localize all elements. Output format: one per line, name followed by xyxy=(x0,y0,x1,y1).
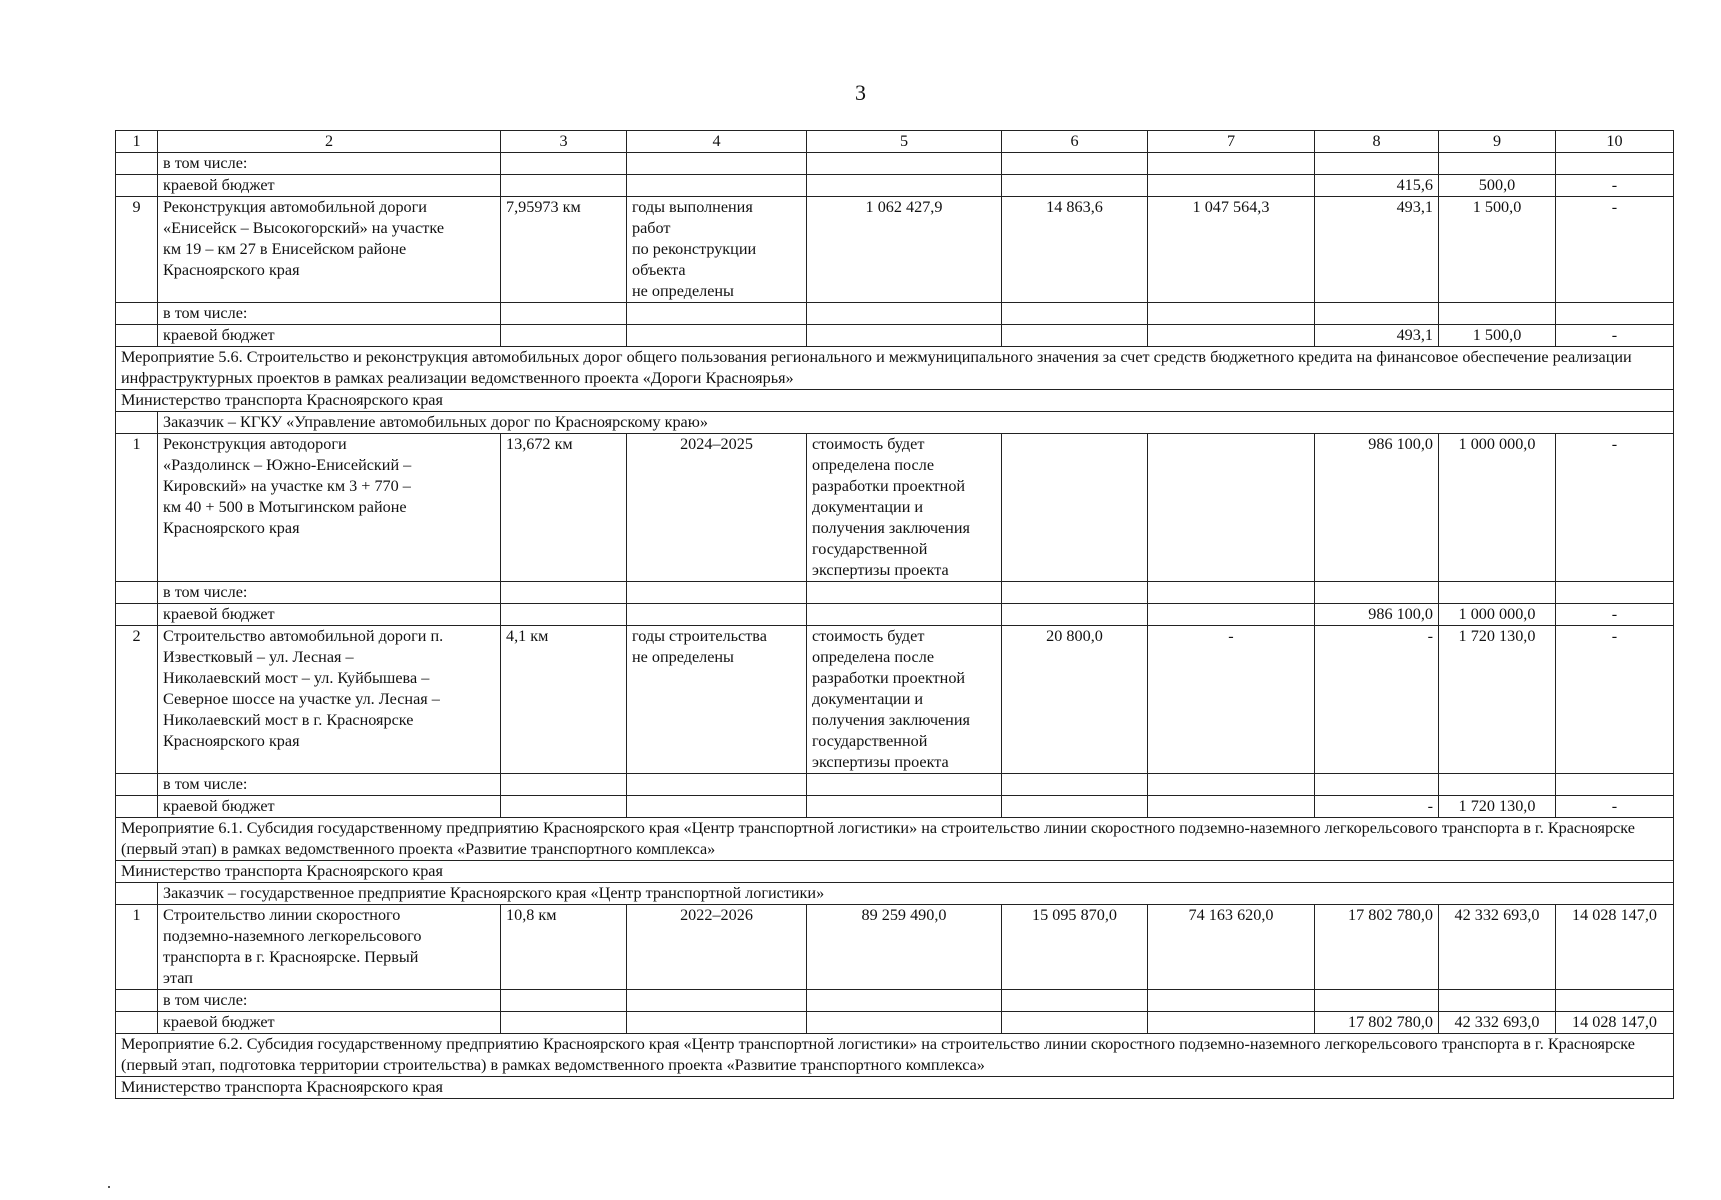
empty-cell xyxy=(1148,604,1315,626)
value-col-9: 1 720 130,0 xyxy=(1439,626,1556,774)
value-col-8: - xyxy=(1315,626,1439,774)
estimated-cost-line: получения заключения xyxy=(812,519,970,537)
empty-cell xyxy=(501,604,627,626)
header-cell: 2 xyxy=(158,131,501,153)
value-col-9 xyxy=(1439,153,1556,175)
row-label: краевой бюджет xyxy=(158,325,501,347)
project-name-line: Красноярского края xyxy=(163,732,300,750)
empty-cell xyxy=(116,412,158,434)
project-name xyxy=(158,626,501,774)
estimated-cost xyxy=(807,905,1002,990)
project-name-line: Известковый – ул. Лесная – xyxy=(163,648,354,666)
ministry-row xyxy=(116,390,1674,412)
value-col-10 xyxy=(1556,582,1674,604)
empty-cell xyxy=(1002,1012,1148,1034)
value-col-9 xyxy=(1439,303,1556,325)
header-cell: 10 xyxy=(1556,131,1674,153)
row-label: краевой бюджет xyxy=(158,175,501,197)
estimated-cost-line: государственной xyxy=(812,732,928,750)
header-cell: 6 xyxy=(1002,131,1148,153)
customer-text: Заказчик – КГКУ «Управление автомобильных дорог по Красноярскому краю» xyxy=(158,412,1674,434)
value-col-9: 1 500,0 xyxy=(1439,325,1556,347)
empty-cell xyxy=(807,303,1002,325)
project-name-line: подземно-наземного легкорельсового xyxy=(163,927,422,945)
empty-cell xyxy=(1002,303,1148,325)
value-col-8 xyxy=(1315,582,1439,604)
length: 7,95973 км xyxy=(501,197,627,303)
empty-cell xyxy=(1002,582,1148,604)
header-cell: 7 xyxy=(1148,131,1315,153)
terms-line: не определены xyxy=(632,648,734,666)
header-cell: 1 xyxy=(116,131,158,153)
estimated-cost-line: документации и xyxy=(812,498,924,516)
value-col-10: - xyxy=(1556,796,1674,818)
terms xyxy=(627,197,807,303)
value-col-7: - xyxy=(1148,626,1315,774)
project-name-line: Кировский» на участке км 3 + 770 – xyxy=(163,477,411,495)
empty-cell xyxy=(501,175,627,197)
project-name-line: Строительство линии скоростного xyxy=(163,906,401,924)
empty-cell xyxy=(627,303,807,325)
value-col-10 xyxy=(1556,990,1674,1012)
empty-cell xyxy=(807,175,1002,197)
project-name-line: Николаевский мост – ул. Куйбышева – xyxy=(163,669,430,687)
value-col-10: - xyxy=(1556,175,1674,197)
project-name-line: км 40 + 500 в Мотыгинском районе xyxy=(163,498,407,516)
empty-cell xyxy=(1002,990,1148,1012)
value-col-9: 1 500,0 xyxy=(1439,197,1556,303)
value-col-8 xyxy=(1315,303,1439,325)
empty-cell xyxy=(116,325,158,347)
ministry-text: Министерство транспорта Красноярского края xyxy=(116,1077,1674,1099)
empty-cell xyxy=(1148,325,1315,347)
empty-cell xyxy=(116,582,158,604)
empty-cell xyxy=(627,1012,807,1034)
empty-cell xyxy=(807,990,1002,1012)
empty-cell xyxy=(807,604,1002,626)
kraevoy-byudzhet-row xyxy=(116,175,1674,197)
estimated-cost-line: разработки проектной xyxy=(812,669,966,687)
v-tom-chisle-row xyxy=(116,303,1674,325)
ministry-row xyxy=(116,861,1674,883)
empty-cell xyxy=(627,325,807,347)
empty-cell xyxy=(1148,796,1315,818)
estimated-cost-line: документации и xyxy=(812,690,924,708)
project-name-line: Реконструкция автомобильной дороги xyxy=(163,198,427,216)
length: 10,8 км xyxy=(501,905,627,990)
estimated-cost-line: 89 259 490,0 xyxy=(861,906,947,924)
scan-speck xyxy=(108,1186,110,1188)
customer-row xyxy=(116,883,1674,905)
value-col-8 xyxy=(1315,153,1439,175)
project-name-line: Реконструкция автодороги xyxy=(163,435,347,453)
header-cell: 3 xyxy=(501,131,627,153)
empty-cell xyxy=(501,325,627,347)
value-col-8: 493,1 xyxy=(1315,325,1439,347)
empty-cell xyxy=(116,303,158,325)
header-cell: 5 xyxy=(807,131,1002,153)
project-row xyxy=(116,434,1674,582)
empty-cell xyxy=(501,1012,627,1034)
project-name xyxy=(158,434,501,582)
empty-cell xyxy=(116,153,158,175)
value-col-6: 20 800,0 xyxy=(1002,626,1148,774)
value-col-10: - xyxy=(1556,197,1674,303)
ministry-text: Министерство транспорта Красноярского края xyxy=(116,390,1674,412)
value-col-10 xyxy=(1556,774,1674,796)
terms-line: 2022–2026 xyxy=(680,906,753,924)
empty-cell xyxy=(1148,153,1315,175)
value-col-9 xyxy=(1439,582,1556,604)
value-col-9: 1 000 000,0 xyxy=(1439,434,1556,582)
value-col-10 xyxy=(1556,303,1674,325)
empty-cell xyxy=(1148,1012,1315,1034)
empty-cell xyxy=(1002,153,1148,175)
terms xyxy=(627,434,807,582)
value-col-7: 1 047 564,3 xyxy=(1148,197,1315,303)
empty-cell xyxy=(807,325,1002,347)
empty-cell xyxy=(501,303,627,325)
estimated-cost-line: определена после xyxy=(812,456,935,474)
customer-text: Заказчик – государственное предприятие Красноярского края «Центр транспортной логистики» xyxy=(158,883,1674,905)
empty-cell xyxy=(501,153,627,175)
header-cell: 4 xyxy=(627,131,807,153)
empty-cell xyxy=(627,604,807,626)
row-number: 2 xyxy=(116,626,158,774)
estimated-cost xyxy=(807,434,1002,582)
value-col-6: 14 863,6 xyxy=(1002,197,1148,303)
value-col-10: - xyxy=(1556,434,1674,582)
project-name-line: «Раздолинск – Южно-Енисейский – xyxy=(163,456,412,474)
estimated-cost-line: стоимость будет xyxy=(812,435,925,453)
terms xyxy=(627,626,807,774)
ministry-text: Министерство транспорта Красноярского края xyxy=(116,861,1674,883)
value-col-6 xyxy=(1002,434,1148,582)
empty-cell xyxy=(116,604,158,626)
empty-cell xyxy=(116,774,158,796)
empty-cell xyxy=(501,990,627,1012)
measure-6-1-text: Мероприятие 6.1. Субсидия государственному предприятию Красноярского края «Центр транспортной логистики» на строительство линии скоростного подземно-наземного легкорельсового транспорта в г. Красноярске (первый этап) в рамках ведомственного проекта «Развитие транспортного комплекса» xyxy=(116,818,1674,861)
empty-cell xyxy=(1002,175,1148,197)
project-name-line: Строительство автомобильной дороги п. xyxy=(163,627,444,645)
estimated-cost xyxy=(807,626,1002,774)
project-name-line: Николаевский мост в г. Красноярске xyxy=(163,711,414,729)
terms-line: годы выполнения xyxy=(632,198,753,216)
empty-cell xyxy=(627,990,807,1012)
empty-cell xyxy=(1002,325,1148,347)
value-col-9: 42 332 693,0 xyxy=(1439,1012,1556,1034)
value-col-9: 42 332 693,0 xyxy=(1439,905,1556,990)
value-col-8: 415,6 xyxy=(1315,175,1439,197)
budget-table xyxy=(115,130,1674,1099)
measure-6-2-row xyxy=(116,1034,1674,1077)
empty-cell xyxy=(116,175,158,197)
empty-cell xyxy=(1002,604,1148,626)
measure-5-6-row xyxy=(116,347,1674,390)
empty-cell xyxy=(627,175,807,197)
length: 4,1 км xyxy=(501,626,627,774)
value-col-8 xyxy=(1315,774,1439,796)
empty-cell xyxy=(1002,774,1148,796)
terms-line: работ xyxy=(632,219,671,237)
value-col-8: 17 802 780,0 xyxy=(1315,1012,1439,1034)
empty-cell xyxy=(807,1012,1002,1034)
empty-cell xyxy=(1148,582,1315,604)
row-number: 1 xyxy=(116,434,158,582)
kraevoy-byudzhet-row xyxy=(116,1012,1674,1034)
project-name-line: «Енисейск – Высокогорский» на участке xyxy=(163,219,445,237)
length: 13,672 км xyxy=(501,434,627,582)
value-col-9: 1 720 130,0 xyxy=(1439,796,1556,818)
estimated-cost-line: экспертизы проекта xyxy=(812,561,949,579)
measure-6-2-text: Мероприятие 6.2. Субсидия государственному предприятию Красноярского края «Центр транспортной логистики» на строительство линии скоростного подземно-наземного легкорельсового транспорта в г. Красноярске (первый этап, подготовка территории строительства) в рамках ведомственного проекта «Развитие транспортного комплекса» xyxy=(116,1034,1674,1077)
project-row xyxy=(116,905,1674,990)
empty-cell xyxy=(1148,175,1315,197)
project-row xyxy=(116,626,1674,774)
row-label: краевой бюджет xyxy=(158,1012,501,1034)
page-number: 3 xyxy=(855,80,866,105)
value-col-8 xyxy=(1315,990,1439,1012)
empty-cell xyxy=(116,883,158,905)
project-name xyxy=(158,905,501,990)
kraevoy-byudzhet-row xyxy=(116,325,1674,347)
value-col-10: - xyxy=(1556,604,1674,626)
row-label: в том числе: xyxy=(158,303,501,325)
empty-cell xyxy=(807,796,1002,818)
value-col-7: 74 163 620,0 xyxy=(1148,905,1315,990)
value-col-7 xyxy=(1148,434,1315,582)
project-name-line: Северное шоссе на участке ул. Лесная – xyxy=(163,690,440,708)
project-name-line: Красноярского края xyxy=(163,519,300,537)
empty-cell xyxy=(627,582,807,604)
row-label: в том числе: xyxy=(158,990,501,1012)
empty-cell xyxy=(116,990,158,1012)
kraevoy-byudzhet-row xyxy=(116,604,1674,626)
empty-cell xyxy=(1148,990,1315,1012)
value-col-8: 986 100,0 xyxy=(1315,604,1439,626)
row-number: 1 xyxy=(116,905,158,990)
estimated-cost-line: получения заключения xyxy=(812,711,970,729)
value-col-9 xyxy=(1439,990,1556,1012)
empty-cell xyxy=(807,153,1002,175)
project-name-line: Красноярского края xyxy=(163,261,300,279)
empty-cell xyxy=(1148,303,1315,325)
header-cell: 9 xyxy=(1439,131,1556,153)
terms-line: объекта xyxy=(632,261,686,279)
customer-row xyxy=(116,412,1674,434)
measure-5-6-text: Мероприятие 5.6. Строительство и реконструкция автомобильных дорог общего пользования регионального и межмуниципального значения за счет средств бюджетного кредита на финансовое обеспечение реализации инфраструктурных проектов в рамках реализации ведомственного проекта «Дороги Красноярья» xyxy=(116,347,1674,390)
value-col-8: 17 802 780,0 xyxy=(1315,905,1439,990)
project-row xyxy=(116,197,1674,303)
empty-cell xyxy=(807,774,1002,796)
value-col-10 xyxy=(1556,153,1674,175)
v-tom-chisle-row xyxy=(116,582,1674,604)
estimated-cost xyxy=(807,197,1002,303)
value-col-9: 500,0 xyxy=(1439,175,1556,197)
v-tom-chisle-row xyxy=(116,990,1674,1012)
empty-cell xyxy=(501,796,627,818)
header-cell: 8 xyxy=(1315,131,1439,153)
value-col-8: 986 100,0 xyxy=(1315,434,1439,582)
empty-cell xyxy=(807,582,1002,604)
estimated-cost-line: государственной xyxy=(812,540,928,558)
empty-cell xyxy=(627,796,807,818)
value-col-8: 493,1 xyxy=(1315,197,1439,303)
row-label: в том числе: xyxy=(158,153,501,175)
v-tom-chisle-row xyxy=(116,774,1674,796)
value-col-9 xyxy=(1439,774,1556,796)
value-col-9: 1 000 000,0 xyxy=(1439,604,1556,626)
header-row xyxy=(116,131,1674,153)
row-number: 9 xyxy=(116,197,158,303)
row-label: в том числе: xyxy=(158,774,501,796)
terms-line: годы строительства xyxy=(632,627,767,645)
value-col-10: - xyxy=(1556,325,1674,347)
estimated-cost-line: определена после xyxy=(812,648,935,666)
empty-cell xyxy=(116,1012,158,1034)
measure-6-1-row xyxy=(116,818,1674,861)
terms-line: не определены xyxy=(632,282,734,300)
row-label: краевой бюджет xyxy=(158,796,501,818)
estimated-cost-line: экспертизы проекта xyxy=(812,753,949,771)
project-name-line: км 19 – км 27 в Енисейском районе xyxy=(163,240,407,258)
row-label: в том числе: xyxy=(158,582,501,604)
row-label: краевой бюджет xyxy=(158,604,501,626)
estimated-cost-line: разработки проектной xyxy=(812,477,966,495)
terms-line: 2024–2025 xyxy=(680,435,753,453)
terms-line: по реконструкции xyxy=(632,240,757,258)
value-col-10: - xyxy=(1556,626,1674,774)
estimated-cost-line: 1 062 427,9 xyxy=(865,198,943,216)
ministry-row xyxy=(116,1077,1674,1099)
v-tom-chisle-row xyxy=(116,153,1674,175)
value-col-10: 14 028 147,0 xyxy=(1556,905,1674,990)
empty-cell xyxy=(116,796,158,818)
terms xyxy=(627,905,807,990)
value-col-8: - xyxy=(1315,796,1439,818)
empty-cell xyxy=(501,582,627,604)
empty-cell xyxy=(627,153,807,175)
project-name xyxy=(158,197,501,303)
kraevoy-byudzhet-row xyxy=(116,796,1674,818)
project-name-line: транспорта в г. Красноярске. Первый xyxy=(163,948,419,966)
project-name-line: этап xyxy=(163,969,193,987)
estimated-cost-line: стоимость будет xyxy=(812,627,925,645)
empty-cell xyxy=(627,774,807,796)
empty-cell xyxy=(1002,796,1148,818)
value-col-10: 14 028 147,0 xyxy=(1556,1012,1674,1034)
empty-cell xyxy=(1148,774,1315,796)
value-col-6: 15 095 870,0 xyxy=(1002,905,1148,990)
empty-cell xyxy=(501,774,627,796)
